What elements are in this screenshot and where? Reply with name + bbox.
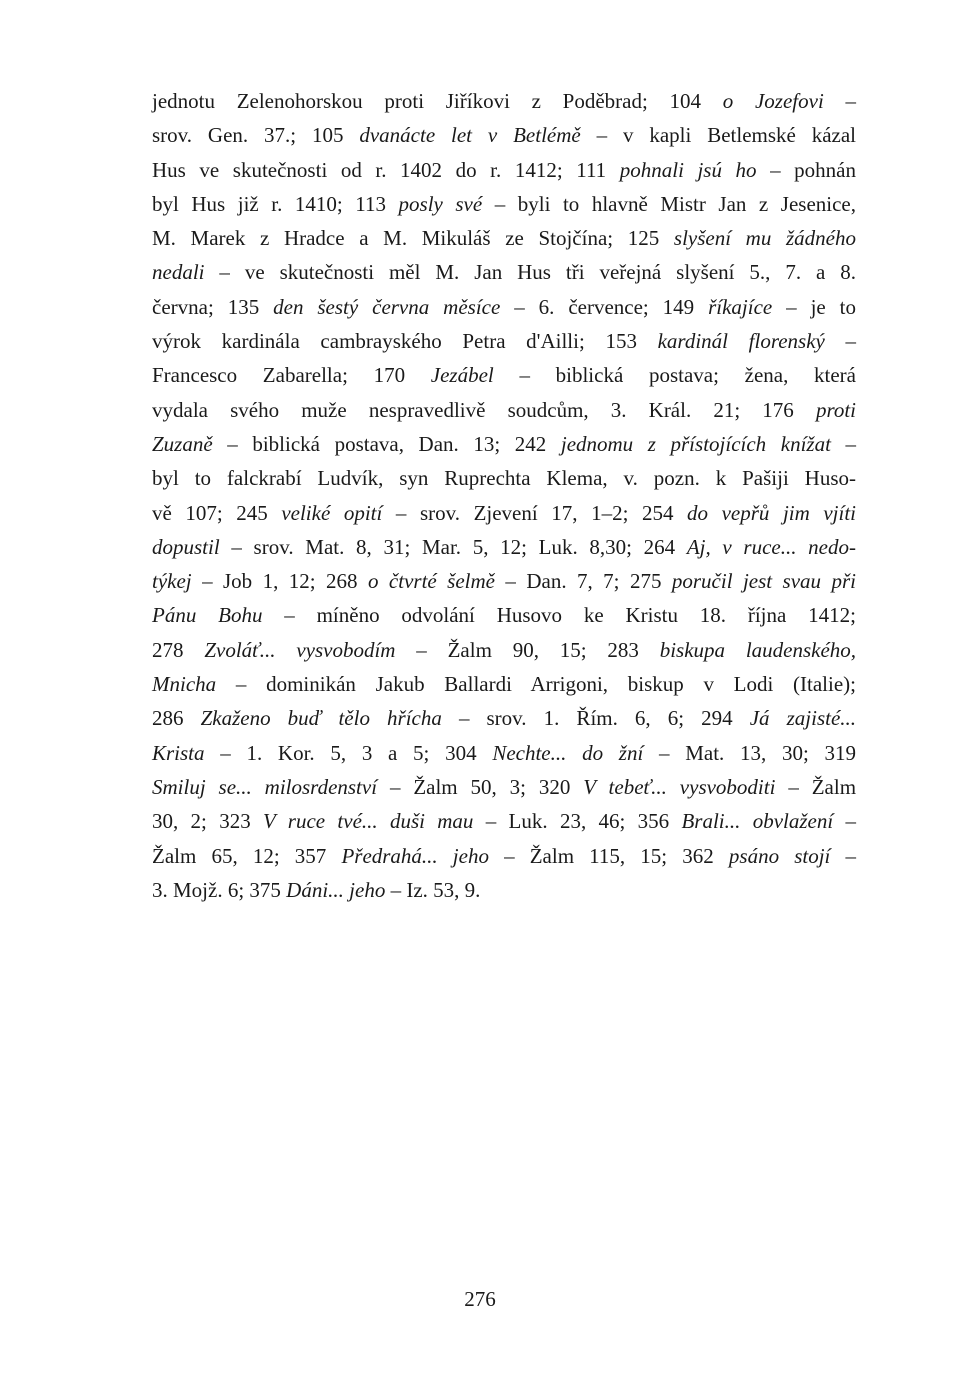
italic-citation-segment: týkej (152, 569, 192, 594)
italic-citation-segment: o čtvrté šelmě (367, 569, 495, 594)
italic-citation-segment: proti (815, 397, 856, 422)
text-segment: – srov. Mat. 8, 31; Mar. 5, 12; Luk. 8,30; 264 (219, 534, 687, 559)
text-segment: 286 (152, 706, 201, 731)
text-segment: – Žalm (775, 774, 857, 799)
italic-citation-segment: Aj, v ruce... nedo- (686, 534, 856, 559)
text-line (152, 358, 856, 392)
text-segment: – ve skutečnosti měl M. Jan Hus tři veřejná slyšení 5., 7. a 8. (204, 260, 856, 285)
text-line (152, 324, 856, 358)
italic-citation-segment: Dáni... jeho (286, 877, 386, 902)
text-line (152, 461, 856, 495)
italic-citation-segment: Já zajisté... (749, 706, 857, 731)
italic-citation-segment: V tebeť... vysvoboditi (583, 774, 776, 799)
italic-citation-segment: Předrahá... jeho (341, 843, 489, 868)
text-segment: – (830, 431, 856, 456)
text-segment: 30, 2; 323 (152, 809, 264, 834)
text-segment: Francesco Zabarella; 170 (152, 363, 431, 388)
text-segment: Žalm 65, 12; 357 (152, 843, 342, 868)
text-line (152, 839, 856, 873)
text-line (152, 496, 856, 530)
text-segment: vydala svého muže nespravedlivě soudcům, 3. Král. 21; 176 (152, 397, 816, 422)
text-segment: – Mat. 13, 30; 319 (643, 740, 856, 765)
italic-citation-segment: posly své (398, 191, 483, 216)
text-segment: srov. Gen. 37.; 105 (152, 123, 360, 148)
italic-citation-segment: biskupa laudenského, (659, 637, 857, 662)
text-segment: 278 (152, 637, 205, 662)
text-segment: – Job 1, 12; 268 (191, 569, 368, 594)
text-line (152, 530, 856, 564)
italic-citation-segment: Krista (152, 740, 205, 765)
italic-citation-segment: psáno stojí (728, 843, 831, 868)
text-line (152, 804, 856, 838)
notes-text-block (152, 84, 856, 907)
text-segment: – Žalm 90, 15; 283 (395, 637, 660, 662)
text-segment: – dominikán Jakub Ballardi Arrigoni, biskup v Lodi (Italie); (216, 672, 856, 697)
text-segment: – srov. 1. Řím. 6, 6; 294 (441, 706, 750, 731)
text-line (152, 118, 856, 152)
text-segment: – Luk. 23, 46; 356 (473, 809, 682, 834)
italic-citation-segment: nedali (152, 260, 205, 285)
text-segment: – 1. Kor. 5, 3 a 5; 304 (204, 740, 493, 765)
text-segment: – pohnán (756, 157, 856, 182)
text-segment: – (824, 329, 856, 354)
italic-citation-segment: Zuzaně (152, 431, 213, 456)
italic-citation-segment: pohnali jsú ho (619, 157, 757, 182)
text-segment: – Žalm 115, 15; 362 (488, 843, 729, 868)
text-line (152, 770, 856, 804)
text-line (152, 564, 856, 598)
page-number: 276 (464, 1287, 496, 1311)
text-segment: byl to falckrabí Ludvík, syn Ruprechta Klema, v. pozn. k Pašiji Huso- (152, 466, 856, 491)
text-segment: Hus ve skutečnosti od r. 1402 do r. 1412; 111 (152, 157, 620, 182)
italic-citation-segment: den šestý června měsíce (273, 294, 501, 319)
italic-citation-segment: Zvoláť... vysvobodím (204, 637, 396, 662)
italic-citation-segment: o Jozefovi (722, 89, 824, 113)
text-segment: – byli to hlavně Mistr Jan z Jesenice, (482, 191, 856, 216)
italic-citation-segment: dopustil (152, 534, 220, 559)
italic-citation-segment: Jezábel (430, 363, 494, 388)
text-line (152, 736, 856, 770)
italic-citation-segment: Brali... obvlažení (681, 809, 834, 834)
text-line (152, 633, 856, 667)
text-line (152, 84, 856, 118)
text-segment: vě 107; 245 (152, 500, 282, 525)
italic-citation-segment: V ruce tvé... duši mau (263, 809, 474, 834)
italic-citation-segment: veliké opití (281, 500, 383, 525)
text-segment: byl Hus již r. 1410; 113 (152, 191, 399, 216)
italic-citation-segment: jednomu z přístojících knížat (560, 431, 831, 456)
text-segment: výrok kardinála cambrayského Petra d'Ailli; 153 (152, 329, 658, 354)
text-line (152, 393, 856, 427)
text-segment: – v kapli Betlemské kázal (580, 123, 857, 148)
text-line (152, 598, 856, 632)
text-line (152, 153, 856, 187)
text-line (152, 427, 856, 461)
italic-citation-segment: Pánu Bohu (152, 603, 263, 628)
italic-citation-segment: do vepřů jim vjíti (687, 500, 856, 525)
italic-citation-segment: poručil jest svau při (671, 569, 856, 594)
text-segment: – míněno odvolání Husovo ke Kristu 18. října 1412; (262, 603, 856, 628)
text-segment: – srov. Zjevení 17, 1–2; 254 (382, 500, 688, 525)
text-line (152, 187, 856, 221)
text-line (152, 873, 856, 907)
italic-citation-segment: říkajíce (708, 294, 773, 319)
text-line (152, 221, 856, 255)
italic-citation-segment: dvanácte let v Betlémě (359, 123, 581, 148)
text-segment: – Žalm 50, 3; 320 (377, 774, 584, 799)
text-segment: 3. Mojž. 6; 375 (152, 877, 287, 902)
italic-citation-segment: Mnicha (152, 672, 217, 697)
italic-citation-segment: Smiluj se... milosrdenství (152, 774, 378, 799)
text-segment: – (823, 89, 857, 113)
text-segment: – (830, 843, 857, 868)
text-segment: – je to (772, 294, 856, 319)
italic-citation-segment: kardinál florenský (657, 329, 825, 354)
italic-citation-segment: slyšení mu žádného (673, 226, 856, 251)
italic-citation-segment: Zkaženo buď tělo hřícha (200, 706, 442, 731)
text-segment: – 6. července; 149 (500, 294, 709, 319)
text-segment: – biblická postava, Dan. 13; 242 (212, 431, 561, 456)
text-segment: června; 135 (152, 294, 274, 319)
text-line (152, 290, 856, 324)
text-segment: – Dan. 7, 7; 275 (494, 569, 672, 594)
text-segment: – (833, 809, 856, 834)
text-segment: – Iz. 53, 9. (385, 877, 481, 902)
text-line (152, 701, 856, 735)
italic-citation-segment: Nechte... do žní (492, 740, 644, 765)
text-line (152, 667, 856, 701)
text-segment: M. Marek z Hradce a M. Mikuláš ze Stojčína; 125 (152, 226, 674, 251)
text-segment: – biblická postava; žena, která (493, 363, 856, 388)
text-line (152, 255, 856, 289)
text-segment: jednotu Zelenohorskou proti Jiříkovi z Poděbrad; 104 (152, 89, 723, 113)
